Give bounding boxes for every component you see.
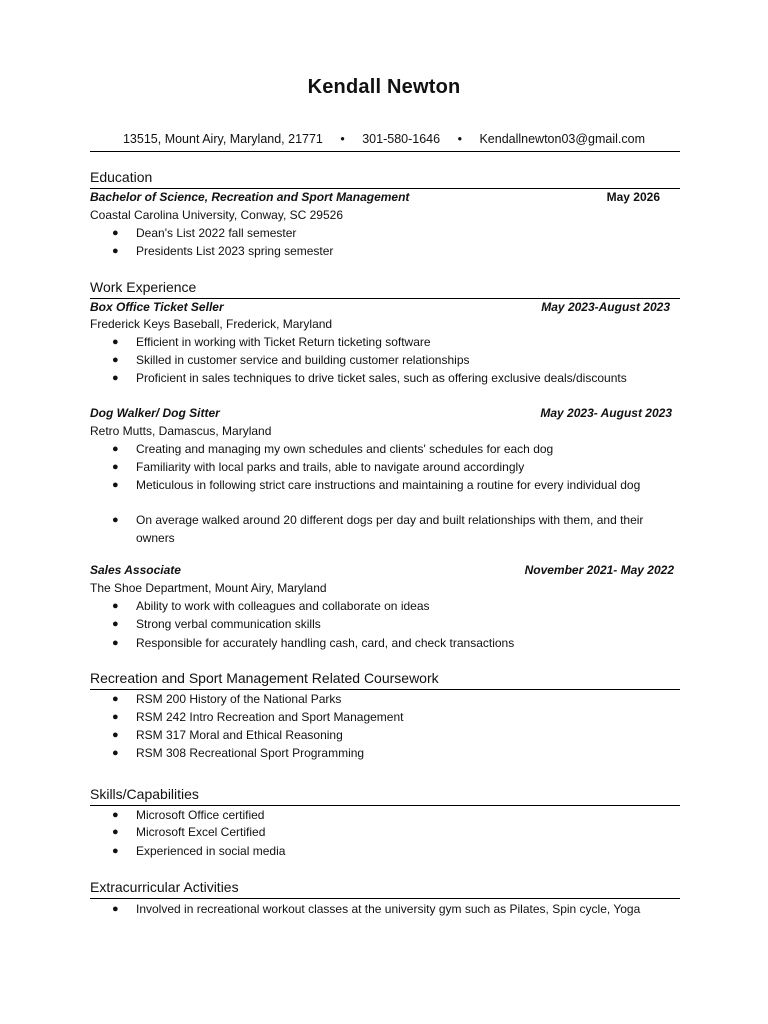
list-item: ● Meticulous in following strict care instructions and maintaining a routine for every individual dog bbox=[112, 478, 641, 492]
bullet-icon: ● bbox=[112, 845, 119, 857]
list-item: ● Efficient in working with Ticket Return ticketing software bbox=[112, 335, 431, 349]
bullet-icon: ● bbox=[112, 461, 119, 473]
list-item: ● RSM 200 History of the National Parks bbox=[112, 692, 342, 706]
bullet-icon: ● bbox=[112, 443, 119, 455]
job-org: Frederick Keys Baseball, Frederick, Maryland bbox=[90, 317, 333, 331]
list-item: ● Strong verbal communication skills bbox=[112, 617, 321, 631]
resume-name: Kendall Newton bbox=[307, 76, 461, 98]
bullet-icon: ● bbox=[112, 600, 119, 612]
school-name: Coastal Carolina University, Conway, SC 29526 bbox=[90, 208, 344, 222]
bullet-icon: ● bbox=[112, 637, 119, 649]
list-item: ● Dean's List 2022 fall semester bbox=[112, 226, 297, 240]
list-item: ● RSM 308 Recreational Sport Programming bbox=[112, 746, 365, 760]
job-date: November 2021- May 2022 bbox=[524, 563, 674, 577]
contact-email: Kendallnewton03@gmail.com bbox=[479, 132, 646, 146]
section-title-extracurricular: Extracurricular Activities bbox=[90, 879, 239, 895]
job-title: Box Office Ticket Seller bbox=[90, 300, 224, 314]
section-title-work: Work Experience bbox=[90, 279, 197, 295]
job-org: The Shoe Department, Mount Airy, Maryland bbox=[90, 581, 327, 595]
section-title-education: Education bbox=[90, 169, 153, 185]
contact-phone: 301-580-1646 bbox=[362, 132, 441, 146]
job-date: May 2023- August 2023 bbox=[540, 406, 672, 420]
list-item: ● Responsible for accurately handling cash, card, and check transactions bbox=[112, 636, 515, 650]
list-item: ● Ability to work with colleagues and collaborate on ideas bbox=[112, 599, 430, 613]
list-item: ● Involved in recreational workout classes at the university gym such as Pilates, Spin cycle, Yoga bbox=[112, 902, 641, 916]
divider bbox=[90, 898, 680, 899]
list-item: ● On average walked around 20 different dogs per day and built relationships with them, and their owners bbox=[112, 513, 644, 545]
list-item: ● RSM 242 Intro Recreation and Sport Management bbox=[112, 710, 404, 724]
bullet-icon: ● bbox=[112, 479, 119, 491]
job-org: Retro Mutts, Damascus, Maryland bbox=[90, 424, 272, 438]
section-title-skills: Skills/Capabilities bbox=[90, 786, 199, 802]
bullet-icon: ● bbox=[112, 245, 119, 257]
contact-line bbox=[90, 132, 678, 151]
bullet-icon: ● bbox=[112, 809, 119, 821]
list-item: ● Presidents List 2023 spring semester bbox=[112, 244, 334, 258]
contact-address: 13515, Mount Airy, Maryland, 21771 bbox=[122, 132, 323, 146]
list-item: ● Microsoft Excel Certified bbox=[112, 825, 266, 839]
list-item: ● Proficient in sales techniques to drive ticket sales, such as offering exclusive deals/discounts bbox=[112, 371, 627, 385]
bullet-icon: ● bbox=[112, 227, 119, 239]
bullet-icon: ● bbox=[112, 372, 119, 384]
separator-bullet: • bbox=[457, 132, 462, 146]
degree-date: May 2026 bbox=[606, 190, 660, 204]
bullet-icon: ● bbox=[112, 729, 119, 741]
job-title: Sales Associate bbox=[90, 563, 181, 577]
list-item: ● Experienced in social media bbox=[112, 844, 286, 858]
list-item: ● Skilled in customer service and building customer relationships bbox=[112, 353, 470, 367]
bullet-icon: ● bbox=[112, 903, 119, 915]
divider bbox=[90, 151, 680, 152]
list-item: ● Microsoft Office certified bbox=[112, 808, 265, 822]
section-title-coursework: Recreation and Sport Management Related Coursework bbox=[90, 670, 439, 686]
separator-bullet: • bbox=[340, 132, 345, 146]
bullet-icon: ● bbox=[112, 711, 119, 723]
bullet-icon: ● bbox=[112, 618, 119, 630]
bullet-icon: ● bbox=[112, 826, 119, 838]
list-item: ● Familiarity with local parks and trails, able to navigate around accordingly bbox=[112, 460, 525, 474]
bullet-icon: ● bbox=[112, 336, 119, 348]
bullet-icon: ● bbox=[112, 354, 119, 366]
bullet-icon: ● bbox=[112, 693, 119, 705]
bullet-icon: ● bbox=[112, 747, 119, 759]
job-date: May 2023-August 2023 bbox=[541, 300, 670, 314]
list-item: ● RSM 317 Moral and Ethical Reasoning bbox=[112, 728, 343, 742]
bullet-icon: ● bbox=[112, 514, 119, 526]
job-title: Dog Walker/ Dog Sitter bbox=[90, 406, 220, 420]
list-item: ● Creating and managing my own schedules and clients' schedules for each dog bbox=[112, 442, 554, 456]
degree-title: Bachelor of Science, Recreation and Sport Management bbox=[90, 190, 410, 204]
